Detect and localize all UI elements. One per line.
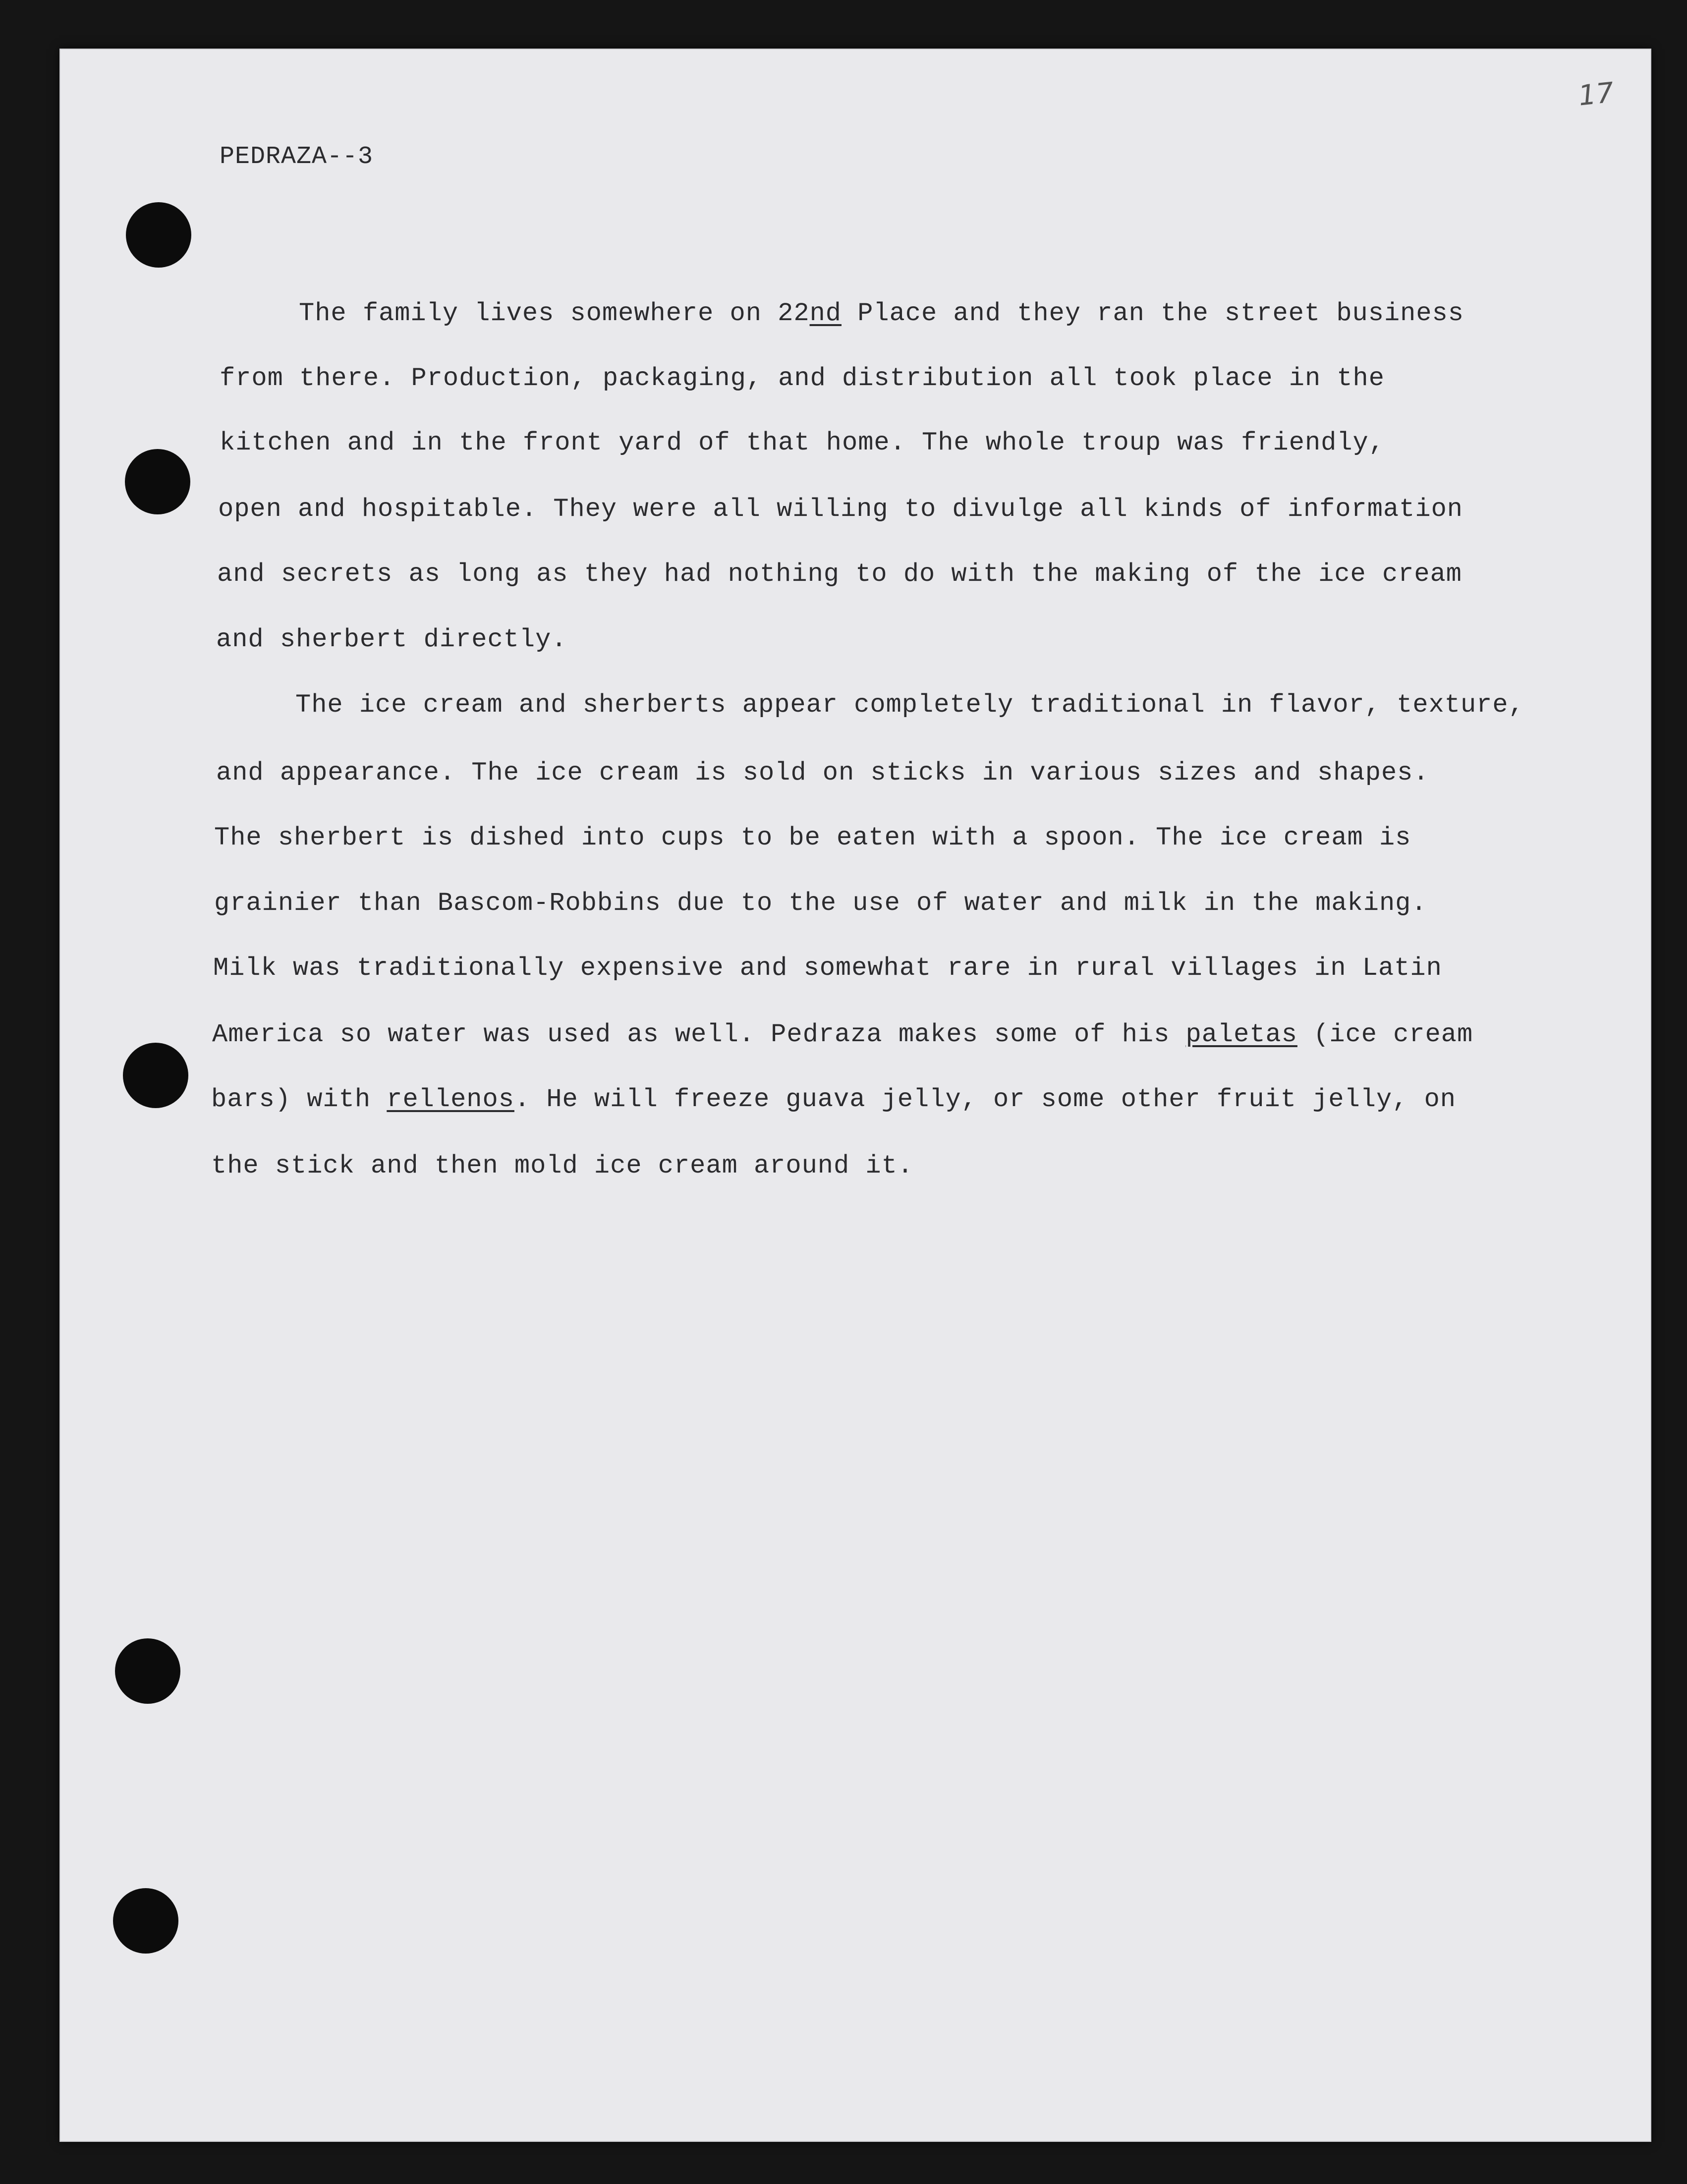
binder-hole-1 [126,202,191,268]
document-page [59,49,1651,2142]
text-line: and sherbert directly. [216,625,567,654]
text-line: from there. Production, packaging, and distribution all took place in the [220,364,1385,393]
text-line: the stick and then mold ice cream around it. [211,1151,914,1180]
handwritten-page-number: 17 [1576,76,1616,112]
binder-hole-3 [123,1043,188,1108]
binder-hole-5 [113,1888,178,1954]
binder-hole-4 [115,1638,180,1704]
document-header: PEDRAZA--3 [220,143,374,171]
text-line: and appearance. The ice cream is sold on sticks in various sizes and shapes. [216,758,1429,787]
binder-hole-2 [125,449,190,514]
text-line: Milk was traditionally expensive and somewhat rare in rural villages in Latin [213,953,1442,983]
text-line: The family lives somewhere on 22nd Place and they ran the street business [299,299,1464,328]
text-line: America so water was used as well. Pedraza makes some of his paletas (ice cream [212,1020,1473,1049]
text-line: bars) with rellenos. He will freeze guava jelly, or some other fruit jelly, on [211,1085,1457,1114]
text-line: The ice cream and sherberts appear completely traditional in flavor, texture, [295,690,1524,720]
text-line: The sherbert is dished into cups to be eaten with a spoon. The ice cream is [214,823,1411,852]
text-line: kitchen and in the front yard of that home. The whole troup was friendly, [220,428,1385,457]
text-line: grainier than Bascom-Robbins due to the use of water and milk in the making. [214,889,1427,918]
text-line: open and hospitable. They were all willing to divulge all kinds of information [218,495,1463,524]
text-line: and secrets as long as they had nothing to do with the making of the ice cream [217,560,1462,589]
